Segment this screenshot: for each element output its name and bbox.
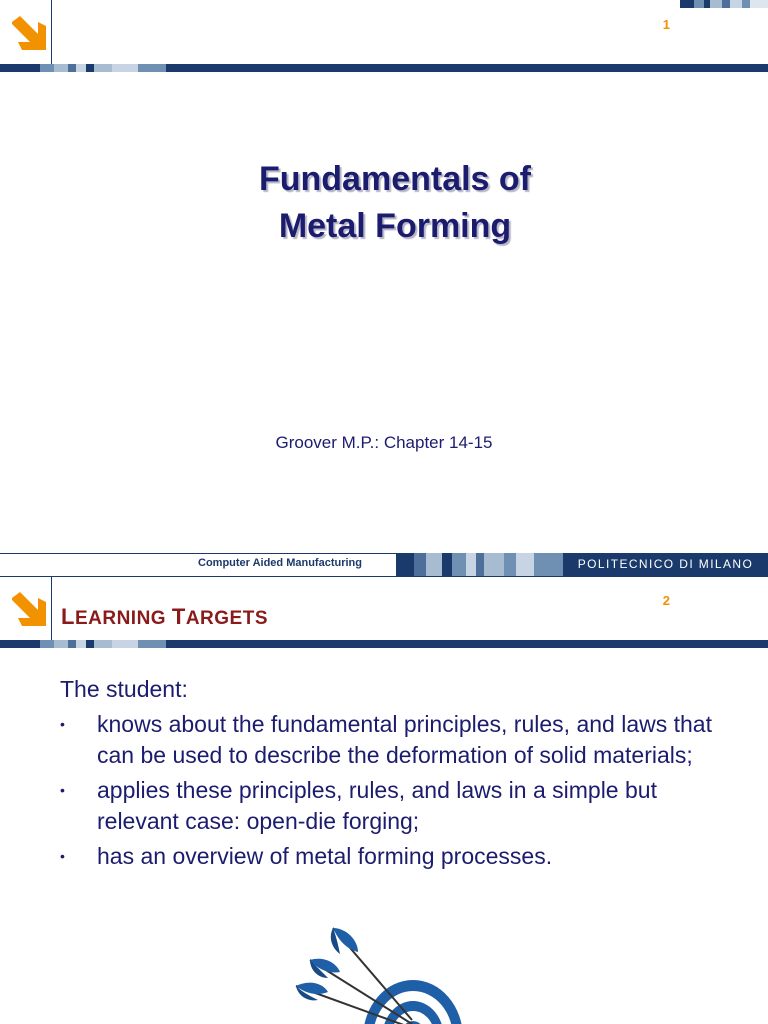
university-brand: POLITECNICO DI MILANO [563, 553, 768, 576]
header-stripe-right [680, 0, 768, 8]
targets-list [60, 709, 740, 872]
orange-arrow-icon [8, 12, 48, 52]
list-item [60, 709, 740, 771]
list-item-text: has an overview of metal forming processes. [97, 843, 553, 869]
slide-title-line-1: Fundamentals of [258, 160, 532, 198]
slide-footer [0, 553, 768, 576]
list-item [60, 841, 740, 872]
header-divider [51, 576, 52, 640]
list-item-text: knows about the fundamental principles, rules, and laws that can be used to describe the deformation of solid materials; [97, 711, 712, 768]
footer-stripe [396, 553, 563, 576]
intro-text: The student: [60, 676, 188, 702]
learning-targets-body [60, 674, 740, 876]
slide-top-border [0, 576, 768, 577]
page-number: 1 [662, 17, 670, 32]
bullet-dot-icon: • [60, 782, 65, 798]
section-heading [61, 604, 268, 630]
header-divider [51, 0, 52, 64]
bullet-dot-icon: • [60, 848, 65, 864]
page-number: 2 [662, 593, 670, 608]
footer-text: Computer Aided Manufacturing [198, 557, 362, 569]
bullet-dot-icon: • [60, 716, 65, 732]
list-item-text: applies these principles, rules, and laws in a simple but relevant case: open-die forging; [97, 777, 657, 834]
heading-rest-2: ARGETS [185, 608, 268, 629]
footer-line [0, 553, 400, 554]
list-item [60, 775, 740, 837]
heading-rest-1: EARNING [74, 608, 167, 629]
header-stripe [0, 640, 768, 648]
slide-2 [0, 576, 768, 1024]
orange-arrow-icon [8, 588, 48, 628]
slide-subtitle: Groover M.P.: Chapter 14-15 [275, 433, 493, 452]
header-stripe [0, 64, 768, 72]
heading-cap-1: L [61, 604, 75, 629]
heading-cap-2: T [171, 604, 186, 629]
arrows-hitting-target-icon [288, 926, 468, 1024]
slide-title-line-2: Metal Forming [278, 207, 512, 245]
